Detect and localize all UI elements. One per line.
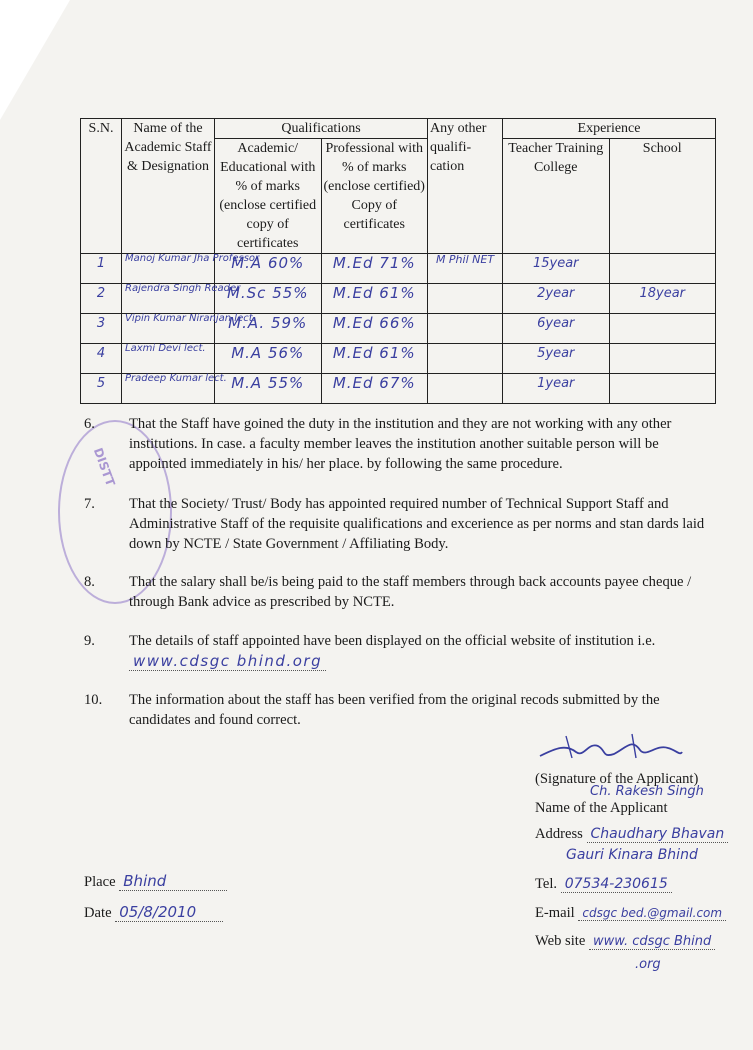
declaration-item (84, 572, 714, 614)
website-label: Web site (535, 933, 586, 949)
signature-scribble (536, 728, 686, 770)
handwritten-website: www.cdsgc bhind.org (129, 652, 326, 671)
item-number: 6. (84, 416, 95, 432)
header-professional: Professional with % of marks (enclose certified) Copy of certificates (321, 139, 428, 254)
item-number: 10. (84, 692, 103, 708)
cell-other: M Phil NET (428, 254, 503, 284)
cell-professional: M.Ed 71% (321, 254, 428, 284)
cell-professional: M.Ed 61% (321, 284, 428, 314)
stamp-text: DISTT (90, 446, 118, 489)
cell-training: 2year (503, 284, 610, 314)
cell-academic: M.Sc 55% (215, 284, 322, 314)
cell-sn: 3 (81, 314, 122, 344)
tel-field (535, 876, 672, 893)
place-field (84, 872, 227, 891)
cell-professional: M.Ed 61% (321, 344, 428, 374)
cell-training: 15year (503, 254, 610, 284)
declaration-item (84, 414, 714, 476)
tel-value: 07534-230615 (561, 876, 672, 893)
cell-sn: 4 (81, 344, 122, 374)
staff-table (80, 118, 716, 404)
cell-academic: M.A 60% (215, 254, 322, 284)
header-school: School (609, 139, 716, 254)
table-row (81, 284, 716, 314)
header-experience: Experience (503, 119, 716, 139)
header-other: Any other qualifi- cation (428, 119, 503, 254)
header-teacher-training: Teacher Training College (503, 139, 610, 254)
email-value: cdsgc bed.@gmail.com (578, 906, 726, 921)
cell-school: 18year (609, 284, 716, 314)
cell-academic: M.A 55% (215, 374, 322, 404)
cell-other (428, 344, 503, 374)
page-corner (0, 0, 70, 120)
cell-school (609, 254, 716, 284)
applicant-name-label: Name of the Applicant (535, 800, 668, 816)
declaration-item (84, 494, 714, 556)
date-value: 05/8/2010 (115, 903, 223, 922)
website-value: www. cdsgc Bhind (589, 934, 715, 950)
header-sn: S.N. (81, 119, 122, 254)
cell-academic: M.A. 59% (215, 314, 322, 344)
applicant-name-value: Ch. Rakesh Singh (590, 784, 704, 799)
signature-caption: (Signature of the Applicant) (535, 771, 699, 787)
cell-school (609, 374, 716, 404)
address-line1: Chaudhary Bhavan (587, 826, 729, 843)
cell-name: Laxmi Devi lect. (122, 344, 215, 374)
cell-other (428, 284, 503, 314)
email-label: E-mail (535, 905, 575, 921)
address-label: Address (535, 826, 583, 842)
declaration-item (84, 631, 714, 675)
table-row (81, 254, 716, 284)
cell-training: 6year (503, 314, 610, 344)
address-field (535, 826, 728, 843)
cell-other (428, 374, 503, 404)
cell-academic: M.A 56% (215, 344, 322, 374)
cell-name: Pradeep Kumar lect. (122, 374, 215, 404)
cell-training: 1year (503, 374, 610, 404)
item-text-main: The details of staff appointed have been displayed on the official website of institution i.e. (129, 633, 656, 649)
declaration-item (84, 690, 714, 732)
table-row (81, 314, 716, 344)
place-value: Bhind (119, 872, 227, 891)
place-label: Place (84, 874, 116, 890)
cell-name: Vipin Kumar Niranjan lect. (122, 314, 215, 344)
date-field (84, 903, 223, 922)
item-text: That the salary shall be/is being paid to the staff members through back accounts payee cheque / through Bank advice as prescribed by NCTE. (129, 574, 692, 610)
cell-name: Manoj Kumar Jha Professor (122, 254, 215, 284)
cell-school (609, 314, 716, 344)
cell-other (428, 314, 503, 344)
cell-training: 5year (503, 344, 610, 374)
header-name: Name of the Academic Staff & Designation (122, 119, 215, 254)
address-line2: Gauri Kinara Bhind (566, 847, 698, 863)
tel-label: Tel. (535, 876, 558, 892)
website-field (535, 933, 715, 950)
item-text: The information about the staff has been verified from the original recods submitted by the candidates and found correct. (129, 692, 660, 728)
item-number: 9. (84, 633, 95, 649)
website-value-cont: .org (635, 957, 661, 972)
cell-professional: M.Ed 67% (321, 374, 428, 404)
item-number: 7. (84, 496, 95, 512)
cell-sn: 5 (81, 374, 122, 404)
table-row (81, 374, 716, 404)
date-label: Date (84, 905, 112, 921)
cell-name: Rajendra Singh Reader (122, 284, 215, 314)
cell-professional: M.Ed 66% (321, 314, 428, 344)
header-academic: Academic/ Educational with % of marks (enclose certified copy of certificates (215, 139, 322, 254)
item-text: That the Society/ Trust/ Body has appointed required number of Technical Support Staff and Administrative Staff of the requisite qualifications and excerience as per norms and stan dards laid down by NCTE / State Government / Affiliating Body. (129, 496, 705, 552)
header-qualifications: Qualifications (215, 119, 428, 139)
cell-sn: 1 (81, 254, 122, 284)
item-text: That the Staff have goined the duty in the institution and they are not working with any other institutions. In case. a faculty member leaves the institution another suitable person will be appointed immediately in his/ her place. by following the same procedure. (129, 416, 672, 472)
item-text (129, 631, 714, 672)
email-field (535, 905, 726, 922)
cell-school (609, 344, 716, 374)
cell-sn: 2 (81, 284, 122, 314)
item-number: 8. (84, 574, 95, 590)
table-row (81, 344, 716, 374)
